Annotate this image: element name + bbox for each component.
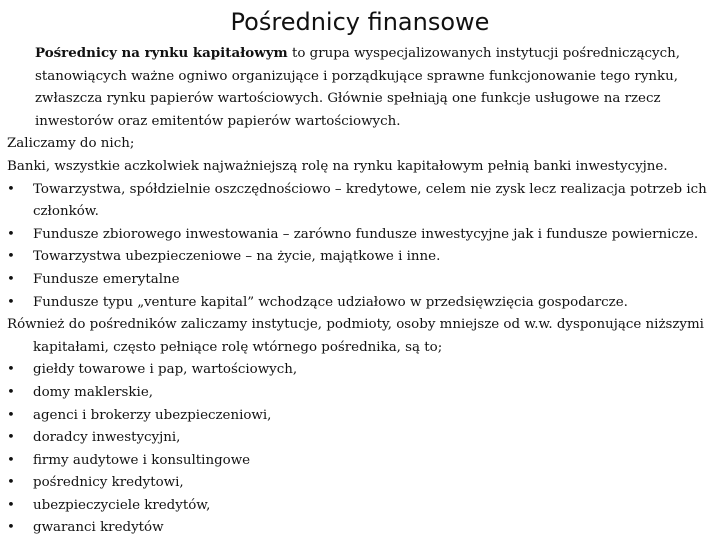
list-item-text: Towarzystwa, spółdzielnie oszczędnościowo – kredytowe, celem nie zysk lecz realizacja potrzeb ich członków. — [33, 181, 707, 220]
intro-text: to grupa wyspecjalizowanych instytucji pośredniczących, stanowiących ważne ogniwo organizujące i porządkujące sprawne funkcjonowanie tego rynku, zwłaszcza rynku papierów wartościowych. Głównie spełniają one funkcje usługowe na rzecz inwestorów oraz emitentów papierów wartościowych. — [35, 46, 680, 129]
list-item — [7, 472, 713, 495]
bullet-icon: • — [7, 430, 15, 446]
bullet-icon: • — [7, 271, 15, 287]
bullet-icon: • — [7, 497, 15, 513]
list-item — [7, 292, 713, 315]
list-item-text: Fundusze emerytalne — [33, 271, 180, 287]
bullet-icon: • — [7, 384, 15, 400]
intermediaries-list — [7, 179, 713, 315]
bullet-icon: • — [7, 362, 15, 378]
list-item-text: giełdy towarowe i pap, wartościowych, — [33, 362, 298, 378]
list-item-text: Fundusze typu „venture kapital” wchodzące udziałowo w przedsięwzięcia gospodarcze. — [33, 294, 628, 310]
bullet-icon: • — [7, 181, 15, 197]
list-item-text: agenci i brokerzy ubezpieczeniowi, — [33, 407, 272, 423]
page-title: Pośrednicy finansowe — [230, 8, 490, 36]
also-line: Również do pośredników zaliczamy instytucje, podmioty, osoby mniejsze od w.w. dysponujące niższymi kapitałami, często pełniące rolę wtórnego pośrednika, są to; — [7, 317, 704, 355]
bullet-icon: • — [7, 407, 15, 423]
list-item — [7, 517, 713, 540]
list-item — [7, 405, 713, 428]
intro-lead-term: Pośrednicy na rynku kapitałowym — [35, 45, 288, 61]
list-item-text: doradcy inwestycyjni, — [33, 430, 181, 446]
list-item-text: Fundusze zbiorowego inwestowania – zarówno fundusze inwestycyjne jak i fundusze powiernicze. — [33, 226, 699, 242]
list-item — [7, 269, 713, 292]
bullet-icon: • — [7, 475, 15, 491]
list-item — [7, 450, 713, 473]
list-item — [7, 224, 713, 247]
bullet-icon: • — [7, 294, 15, 310]
list-item-text: pośrednicy kredytowi, — [33, 475, 184, 491]
bullet-icon: • — [7, 249, 15, 265]
bullet-icon: • — [7, 452, 15, 468]
list-item-text: domy maklerskie, — [33, 384, 154, 400]
list-item-text: gwaranci kredytów — [33, 520, 164, 536]
list-item-text: Towarzystwa ubezpieczeniowe – na życie, majątkowe i inne. — [33, 249, 441, 265]
include-line: Zaliczamy do nich; — [7, 136, 135, 152]
bullet-icon: • — [7, 226, 15, 242]
secondary-intermediaries-list — [7, 359, 713, 540]
document-body — [7, 42, 713, 540]
list-item — [7, 246, 713, 269]
intro-paragraph — [7, 42, 713, 133]
list-item — [7, 382, 713, 405]
banks-line: Banki, wszystkie aczkolwiek najważniejszą rolę na rynku kapitałowym pełnią banki inwestycyjne. — [7, 158, 668, 174]
list-item — [7, 427, 713, 450]
bullet-icon: • — [7, 520, 15, 536]
list-item — [7, 495, 713, 518]
list-item — [7, 179, 713, 224]
list-item-text: ubezpieczyciele kredytów, — [33, 497, 211, 513]
list-item — [7, 359, 713, 382]
list-item-text: firmy audytowe i konsultingowe — [33, 452, 251, 468]
